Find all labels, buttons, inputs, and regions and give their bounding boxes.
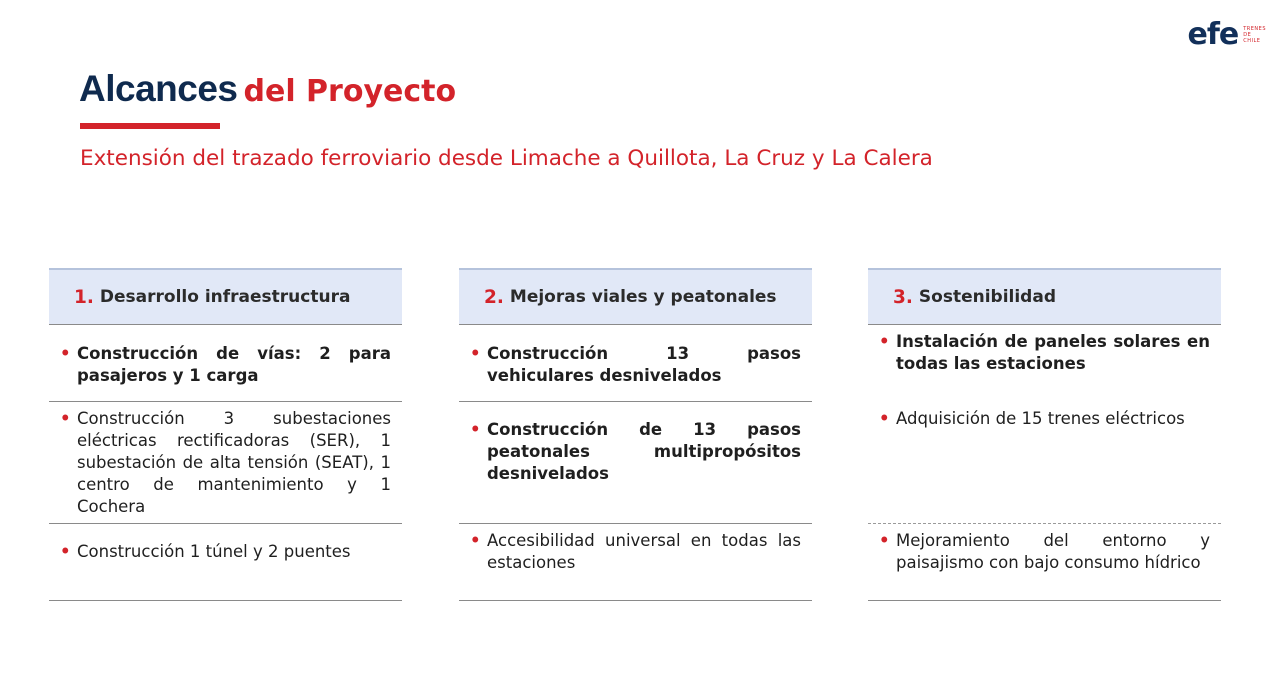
list-item: • Construcción 1 túnel y 2 puentes [49,524,402,601]
list-item: • Construcción 3 subestaciones eléctricas rectificadoras (SER), 1 subestación de alta tensión (SEAT), 1 centro de mantenimiento y 1 Cochera [49,402,402,524]
column-mejoras-viales [459,268,812,601]
column-header [49,268,402,325]
column-number: 3. [893,286,913,308]
list-item: • Mejoramiento del entorno y paisajismo con bajo consumo hídrico [868,524,1221,601]
bullet-icon: • [60,344,71,363]
bullet-icon: • [879,531,890,550]
efe-logo [1187,17,1266,52]
column-header [459,268,812,325]
column-heading: Mejoras viales y peatonales [509,287,777,307]
column-header [868,268,1221,325]
bullet-icon: • [60,409,71,428]
bullet-icon: • [470,344,481,363]
logo-tagline: TRENES DE CHILE [1243,26,1266,44]
title-underline [80,123,220,129]
bullet-icon: • [470,531,481,550]
list-item: • Accesibilidad universal en todas las estaciones [459,524,812,601]
column-heading: Desarrollo infraestructura [99,287,351,307]
list-item: • Instalación de paneles solares en todas las estaciones [879,332,1210,373]
list-item: • Construcción de vías: 2 para pasajeros y 1 carga [49,325,402,402]
column-number: 2. [484,286,504,308]
title-main: Alcances [79,68,238,109]
column-heading: Sostenibilidad [918,287,1056,307]
column-infraestructura [49,268,402,601]
bullet-icon: • [879,332,890,351]
list-item: • Adquisición de 15 trenes eléctricos [868,402,1221,524]
page-title [79,68,456,110]
column-number: 1. [74,286,94,308]
list-item: • Construcción 13 pasos vehiculares desnivelados [459,325,812,402]
title-sub: del Proyecto [243,74,457,109]
bullet-icon: • [470,420,481,439]
page-subtitle: Extensión del trazado ferroviario desde Limache a Quillota, La Cruz y La Calera [80,146,933,171]
bullet-icon: • [879,409,890,428]
bullet-icon: • [60,542,71,561]
column-sostenibilidad [868,268,1221,601]
list-item: • Construcción de 13 pasos peatonales multipropósitos desnivelados [459,402,812,524]
logo-mark: efe [1187,17,1239,52]
